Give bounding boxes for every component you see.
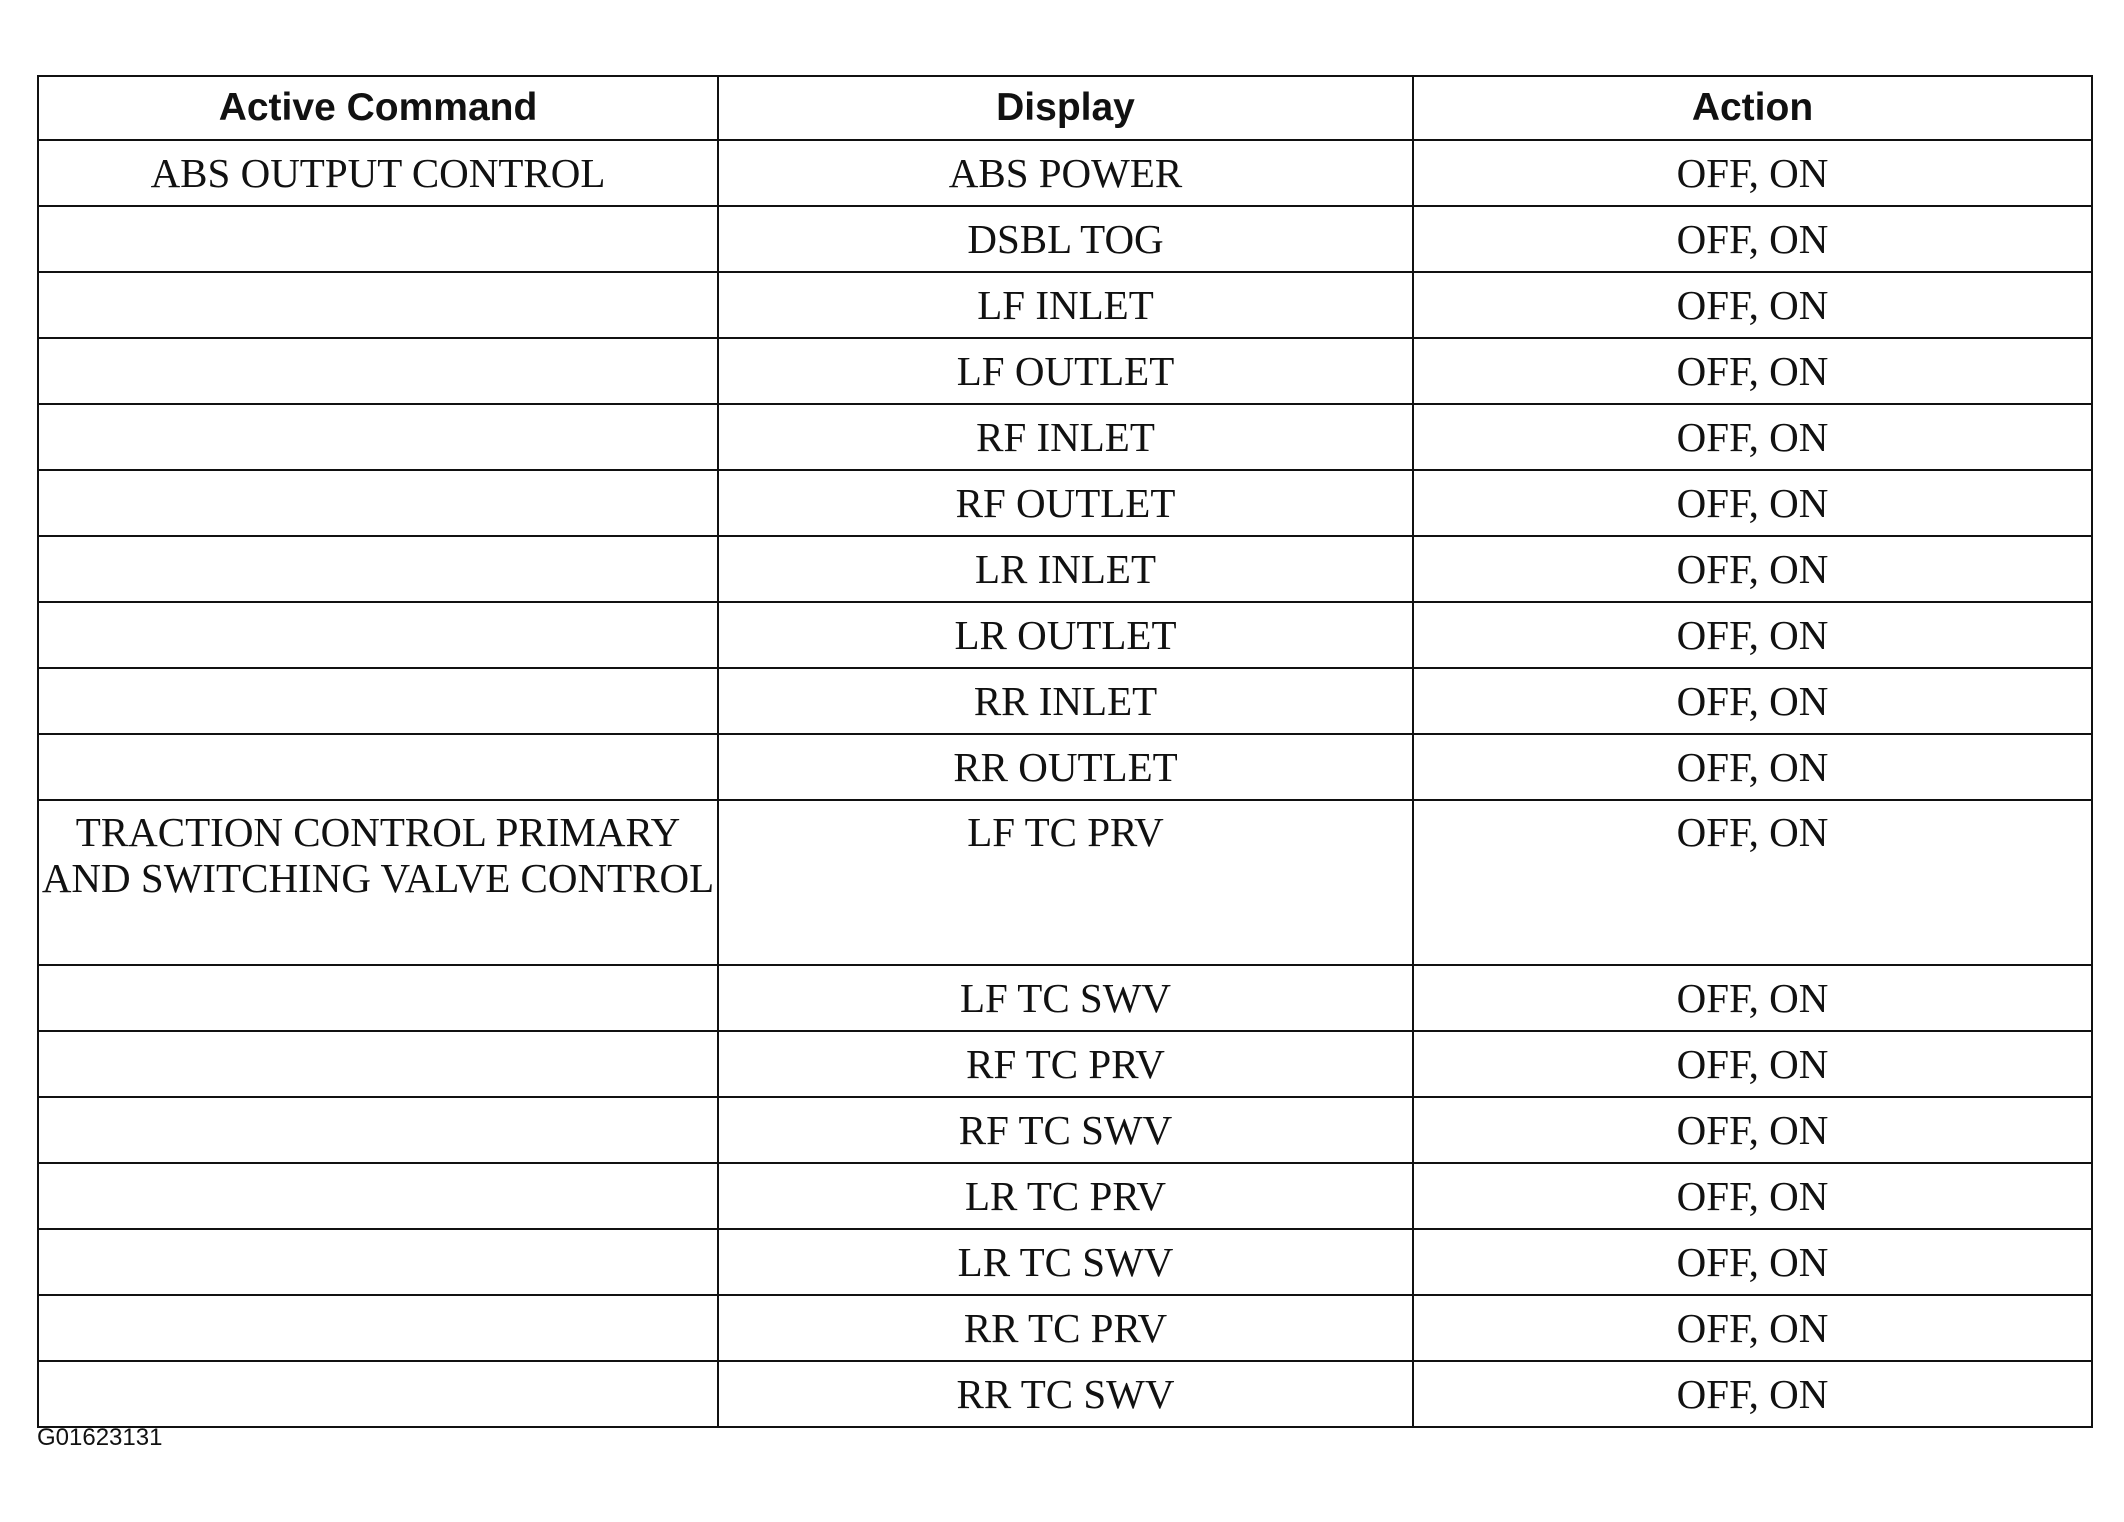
action-cell: OFF, ON <box>1413 272 2092 338</box>
active-command-cell <box>38 602 718 668</box>
action-cell: OFF, ON <box>1413 1163 2092 1229</box>
active-command-table <box>37 75 2093 1428</box>
display-cell: LF TC SWV <box>718 965 1413 1031</box>
figure-id: G01623131 <box>37 1424 163 1451</box>
table-row <box>38 668 2092 734</box>
active-command-cell <box>38 470 718 536</box>
table-row <box>38 272 2092 338</box>
display-cell: LF TC PRV <box>718 800 1413 965</box>
active-command-cell: TRACTION CONTROL PRIMARY AND SWITCHING VALVE CONTROL <box>38 800 718 965</box>
table-row <box>38 470 2092 536</box>
action-cell: OFF, ON <box>1413 470 2092 536</box>
display-cell: RF OUTLET <box>718 470 1413 536</box>
display-cell: ABS POWER <box>718 140 1413 206</box>
active-command-cell <box>38 536 718 602</box>
display-cell: RR INLET <box>718 668 1413 734</box>
table-row <box>38 1229 2092 1295</box>
table-row <box>38 536 2092 602</box>
action-cell: OFF, ON <box>1413 338 2092 404</box>
action-cell: OFF, ON <box>1413 536 2092 602</box>
action-cell: OFF, ON <box>1413 206 2092 272</box>
action-cell: OFF, ON <box>1413 1031 2092 1097</box>
active-command-cell <box>38 404 718 470</box>
action-cell: OFF, ON <box>1413 602 2092 668</box>
active-command-cell <box>38 1031 718 1097</box>
display-cell: RR TC SWV <box>718 1361 1413 1427</box>
display-cell: LF INLET <box>718 272 1413 338</box>
active-command-cell <box>38 965 718 1031</box>
display-cell: DSBL TOG <box>718 206 1413 272</box>
active-command-cell <box>38 338 718 404</box>
table-row <box>38 602 2092 668</box>
display-cell: RR OUTLET <box>718 734 1413 800</box>
header-action: Action <box>1413 76 2092 140</box>
active-command-cell <box>38 1361 718 1427</box>
action-cell: OFF, ON <box>1413 965 2092 1031</box>
display-cell: LR INLET <box>718 536 1413 602</box>
table-row <box>38 1097 2092 1163</box>
header-active-command: Active Command <box>38 76 718 140</box>
action-cell: OFF, ON <box>1413 668 2092 734</box>
table-header-row <box>38 76 2092 140</box>
display-cell: LR OUTLET <box>718 602 1413 668</box>
table-row <box>38 140 2092 206</box>
table-row <box>38 1295 2092 1361</box>
display-cell: RR TC PRV <box>718 1295 1413 1361</box>
active-command-cell <box>38 1097 718 1163</box>
table-row <box>38 1163 2092 1229</box>
display-cell: RF INLET <box>718 404 1413 470</box>
table-row <box>38 206 2092 272</box>
active-command-cell <box>38 1229 718 1295</box>
action-cell: OFF, ON <box>1413 140 2092 206</box>
display-cell: RF TC SWV <box>718 1097 1413 1163</box>
display-cell: LF OUTLET <box>718 338 1413 404</box>
action-cell: OFF, ON <box>1413 800 2092 965</box>
action-cell: OFF, ON <box>1413 404 2092 470</box>
table-row <box>38 338 2092 404</box>
active-command-cell <box>38 734 718 800</box>
action-cell: OFF, ON <box>1413 1097 2092 1163</box>
active-command-cell <box>38 1163 718 1229</box>
active-command-cell: ABS OUTPUT CONTROL <box>38 140 718 206</box>
action-cell: OFF, ON <box>1413 1361 2092 1427</box>
display-cell: LR TC SWV <box>718 1229 1413 1295</box>
active-command-cell <box>38 206 718 272</box>
active-command-cell <box>38 668 718 734</box>
table-row <box>38 1031 2092 1097</box>
action-cell: OFF, ON <box>1413 1229 2092 1295</box>
action-cell: OFF, ON <box>1413 1295 2092 1361</box>
table-row <box>38 734 2092 800</box>
action-cell: OFF, ON <box>1413 734 2092 800</box>
active-command-cell <box>38 272 718 338</box>
table-row <box>38 404 2092 470</box>
table-row <box>38 800 2092 965</box>
table-row <box>38 1361 2092 1427</box>
display-cell: LR TC PRV <box>718 1163 1413 1229</box>
active-command-cell <box>38 1295 718 1361</box>
header-display: Display <box>718 76 1413 140</box>
display-cell: RF TC PRV <box>718 1031 1413 1097</box>
table-row <box>38 965 2092 1031</box>
